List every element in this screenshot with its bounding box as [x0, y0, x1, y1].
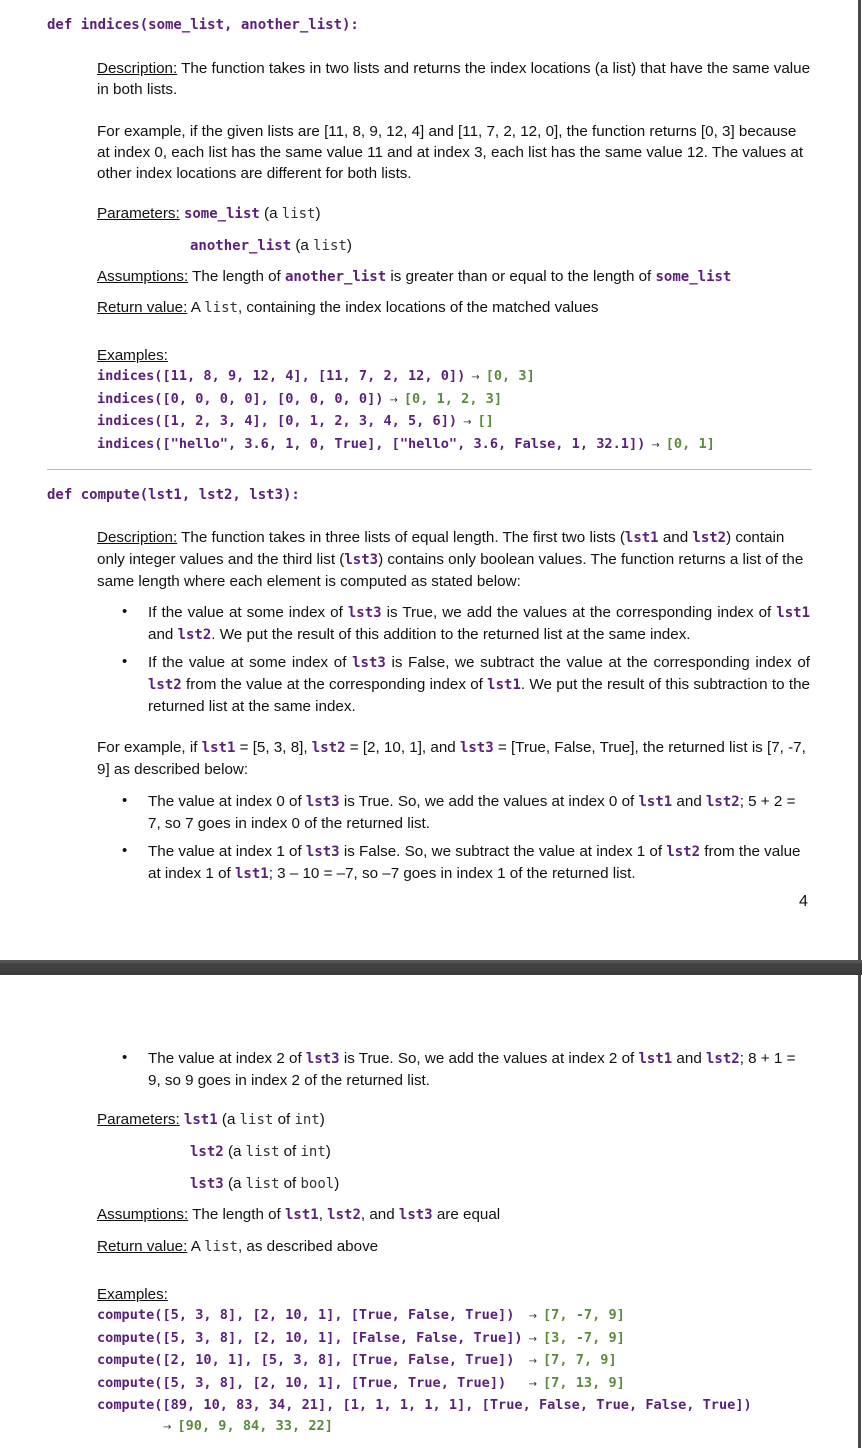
arrow-icon: →	[528, 1378, 537, 1390]
compute-rule-true: If the value at some index of lst3 is True, we add the values at the corresponding index of lst1 and lst2. We put the result of this addition to the returned list at the same index.	[148, 604, 810, 643]
indices-param-1: Parameters: some_list (a list)	[97, 205, 321, 222]
bullet-icon: •	[122, 1049, 128, 1066]
indices-param-2: another_list (a list)	[190, 237, 352, 254]
indices-assumptions: Assumptions: The length of another_list is greater than or equal to the length of some_list	[97, 268, 732, 285]
compute-walkthrough-index-0: The value at index 0 of lst3 is True. So, we add the values at index 0 of lst1 and lst2; 5 + 2 = 7, so 7 goes in index 0 of the returned list.	[148, 793, 796, 832]
bullet-icon: •	[122, 842, 128, 859]
arrow-icon: →	[651, 439, 660, 451]
compute-param-2: lst2 (a list of int)	[190, 1143, 331, 1160]
compute-walkthrough-index-2: The value at index 2 of lst3 is True. So, we add the values at index 2 of lst1 and lst2; 8 + 1 = 9, so 9 goes in index 2 of the returned list.	[148, 1050, 796, 1089]
bullet-icon: •	[122, 792, 128, 809]
arrow-icon: →	[163, 1421, 172, 1433]
example-line: compute([89, 10, 83, 34, 21], [1, 1, 1, 1, 1], [True, False, True, False, True])	[97, 1397, 752, 1414]
arrow-icon: →	[528, 1356, 537, 1368]
example-line: indices(["hello", 3.6, 1, 0, True], ["hello", 3.6, False, 1, 32.1]) → [0, 1]	[97, 435, 715, 452]
indices-return-value: Return value: A list, containing the index locations of the matched values	[97, 299, 599, 316]
return-label: Return value:	[97, 299, 188, 316]
page-break	[0, 960, 862, 975]
compute-example-paragraph: For example, if lst1 = [5, 3, 8], lst2 = [2, 10, 1], and lst3 = [True, False, True], the returned list is [7, -7, 9] as described below:	[97, 739, 806, 778]
example-line: indices([0, 0, 0, 0], [0, 0, 0, 0]) → [0, 1, 2, 3]	[97, 390, 503, 407]
return-label: Return value:	[97, 1238, 188, 1255]
bullet-icon: •	[122, 653, 128, 670]
arrow-icon: →	[471, 372, 480, 383]
compute-walkthrough-index-1: The value at index 1 of lst3 is False. So, we subtract the value at index 1 of lst2 from the value at index 1 of lst1; 3 – 10 = –7, so –7 goes in index 1 of the returned list.	[148, 843, 801, 882]
example-line: compute([5, 3, 8], [2, 10, 1], [True, False, True]) → [7, -7, 9]	[97, 1307, 625, 1323]
indices-example-paragraph: For example, if the given lists are [11, 8, 9, 12, 4] and [11, 7, 2, 12, 0], the function returns [0, 3] because at index 0, each list has the same value 11 and at index 3, each list has the same value 12. The values at other index locations are different for both lists.	[97, 123, 804, 182]
parameters-label: Parameters:	[97, 1111, 180, 1128]
compute-rule-false: If the value at some index of lst3 is False, we subtract the value at the corresponding index of lst2 from the value at the corresponding index of lst1. We put the result of this subtraction to the returned list at the same index.	[148, 654, 810, 715]
compute-description: Description: The function takes in three lists of equal length. The first two lists (lst1 and lst2) contain only integer values and the third list (lst3) contains only boolean values. The function returns a list of the same length where each element is computed as stated below:	[97, 529, 804, 590]
bullet-icon: •	[122, 603, 128, 620]
arrow-icon: →	[463, 417, 472, 429]
compute-assumptions: Assumptions: The length of lst1, lst2, and lst3 are equal	[97, 1206, 501, 1223]
indices-description: Description: The function takes in two lists and returns the index locations (a list) that have the same value in both lists.	[97, 60, 811, 98]
example-line: indices([11, 8, 9, 12, 4], [11, 7, 2, 12, 0]) → [0, 3]	[97, 368, 535, 384]
arrow-icon: →	[389, 394, 398, 406]
compute-signature: def compute(lst1, lst2, lst3):	[47, 487, 300, 503]
description-label: Description:	[97, 60, 178, 77]
description-label: Description:	[97, 529, 178, 546]
section-divider	[47, 469, 812, 470]
example-line: compute([5, 3, 8], [2, 10, 1], [False, False, True]) → [3, -7, 9]	[97, 1329, 625, 1346]
indices-signature: def indices(some_list, another_list):	[47, 17, 359, 33]
assumptions-label: Assumptions:	[97, 268, 189, 285]
example-line: compute([5, 3, 8], [2, 10, 1], [True, True, True]) → [7, 13, 9]	[97, 1374, 625, 1391]
compute-examples-label: Examples:	[97, 1286, 168, 1303]
compute-param-1: Parameters: lst1 (a list of int)	[97, 1111, 325, 1128]
arrow-icon: →	[528, 1311, 537, 1322]
parameters-label: Parameters:	[97, 205, 180, 222]
compute-param-3: lst3 (a list of bool)	[190, 1175, 340, 1192]
arrow-icon: →	[528, 1333, 537, 1345]
example-line: indices([1, 2, 3, 4], [0, 1, 2, 3, 4, 5, 6]) → []	[97, 413, 494, 430]
page-5	[0, 975, 861, 1448]
example-line: compute([2, 10, 1], [5, 3, 8], [True, False, True]) → [7, 7, 9]	[97, 1352, 617, 1369]
page-number: 4	[799, 893, 808, 910]
indices-examples	[97, 366, 715, 456]
assumptions-label: Assumptions:	[97, 1206, 189, 1223]
example-line-continued: → [90, 9, 84, 33, 22]	[163, 1417, 333, 1434]
compute-return-value: Return value: A list, as described above	[97, 1238, 379, 1255]
compute-examples	[97, 1305, 752, 1439]
indices-examples-label: Examples:	[97, 347, 168, 364]
